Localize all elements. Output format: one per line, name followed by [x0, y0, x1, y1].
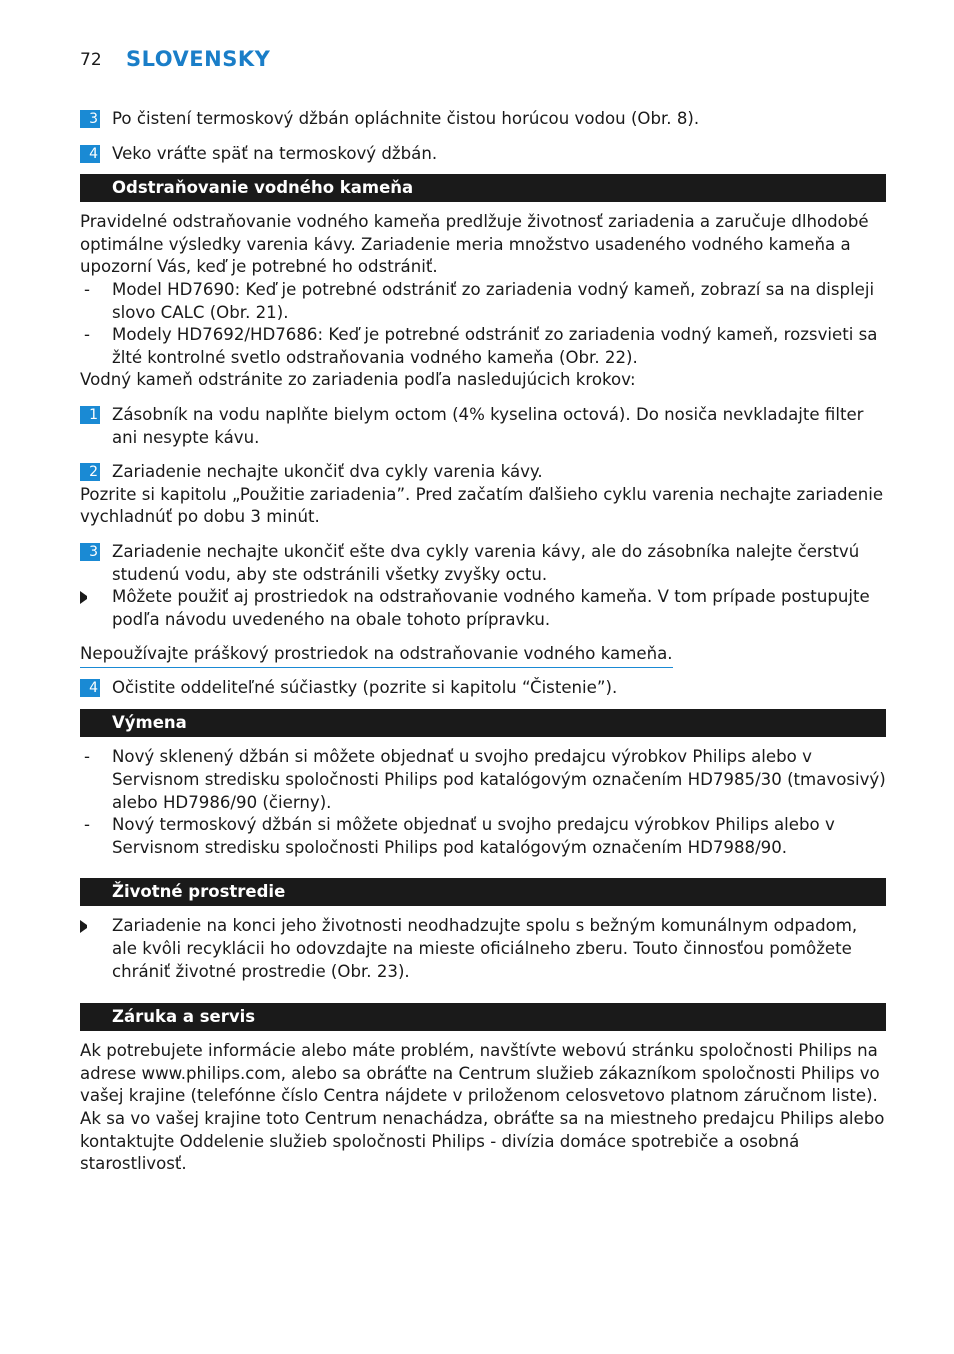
dash: -: [84, 747, 90, 767]
descaling-step-4: [80, 677, 886, 700]
step-number: 4: [80, 145, 100, 163]
replacement-item: [80, 814, 886, 859]
step-text: Po čistení termoskový džbán opláchnite čistou horúcou vodou (Obr. 8).: [112, 109, 700, 128]
model-text: Model HD7690: Keď je potrebné odstrániť zo zariadenia vodný kameň, zobrazí sa na displeji slovo CALC (Obr. 21).: [112, 279, 875, 322]
step-2-note: Pozrite si kapitolu „Použitie zariadenia”. Pred začatím ďalšieho cyklu varenia nechajte zariadenie vychladnúť po dobu 3 minút.: [80, 484, 884, 527]
section-header-descaling: Odstraňovanie vodného kameňa: [80, 174, 886, 202]
warning-row: [80, 643, 886, 668]
section-header-replacement: Výmena: [80, 709, 886, 737]
replacement-text: Nový sklenený džbán si môžete objednať u svojho predajcu výrobkov Philips alebo v Servisnom stredisku spoločnosti Philips pod katalógovým označením HD7985/30 (tmavosivý) alebo HD7986/90 (čierny).: [112, 747, 886, 812]
step-text: Zariadenie nechajte ukončiť dva cykly varenia kávy.: [112, 462, 543, 482]
step-number: 4: [80, 679, 100, 697]
replacement-text: Nový termoskový džbán si môžete objednať u svojho predajcu výrobkov Philips alebo v Servisnom stredisku spoločnosti Philips pod katalógovým označením HD7988/90.: [112, 815, 835, 857]
step-number: 1: [80, 406, 100, 424]
model-item: [80, 324, 886, 369]
step-text: Zariadenie nechajte ukončiť ešte dva cykly varenia kávy, ale do zásobníka nalejte čerstvú studenú vodu, aby ste odstránili všetky zvyšky octu.: [112, 541, 860, 584]
manual-content: [80, 108, 886, 1176]
bullet-icon: [80, 586, 112, 631]
warranty-text: [80, 1040, 886, 1176]
step-text: Zásobník na vodu naplňte bielym octom (4% kyselina octová). Do nosiča nevkladajte filter ani nesypte kávu.: [112, 404, 864, 447]
descaling-step-1: [80, 404, 886, 449]
step-number: 3: [80, 110, 100, 128]
environment-bullet: [80, 915, 886, 983]
page-number: 72: [80, 50, 102, 70]
descaling-step-2: [80, 461, 886, 484]
section-header-environment: Životné prostredie: [80, 878, 886, 906]
section-header-warranty: Záruka a servis: [80, 1003, 886, 1031]
descaling-intro: Pravidelné odstraňovanie vodného kameňa predlžuje životnosť zariadenia a zaručuje dlhodobé optimálne výsledky varenia kávy. Zariadenie meria množstvo usadeného vodného kameňa a upozorní Vás, keď je potrebné ho odstrániť.: [80, 212, 869, 277]
cleaning-step-3: [80, 108, 886, 131]
dash: -: [84, 325, 90, 345]
cleaning-step-4: [80, 143, 886, 166]
warranty-text-start: Ak potrebujete informácie alebo máte problém, navštívte webovú stránku spoločnosti Philips na adrese: [80, 1041, 878, 1083]
step-number: 2: [80, 463, 100, 481]
tip-bullet: [80, 586, 886, 631]
environment-text: Zariadenie na konci jeho životnosti neodhadzujte spolu s bežným komunálnym odpadom, ale kvôli recyklácii ho odovzdajte na mieste oficiálneho zberu. Touto činnosťou pomôžete chrániť životné prostredie (Obr. 23).: [112, 916, 858, 981]
steps-intro: Vodný kameň odstránite zo zariadenia podľa nasledujúcich krokov:: [80, 370, 636, 390]
bullet-icon: [80, 915, 112, 983]
language-title: SLOVENSKY: [126, 47, 271, 71]
dash: -: [84, 815, 90, 835]
philips-website-link[interactable]: www.philips.com: [141, 1063, 281, 1083]
step-text: Veko vráťte späť na termoskový džbán.: [112, 143, 438, 163]
descaling-step-3: [80, 541, 886, 586]
dash: -: [84, 279, 90, 299]
warranty-text-end: , alebo sa obráťte na Centrum služieb zákazníkom spoločnosti Philips vo vašej krajine (telefónne číslo Centra nájdete v priloženom celosvetovo platnom záručnom liste). Ak sa vo vašej krajine toto Centrum nenachádza, obráťte sa na miestneho predajcu Philips alebo kontaktujte Oddelenie služieb spoločnosti Philips - divízia domáce spotrebiče a osobná starostlivosť.: [80, 1063, 885, 1174]
step-number: 3: [80, 543, 100, 561]
warning-text: Nepoužívajte práškový prostriedok na odstraňovanie vodného kameňa.: [80, 643, 673, 668]
model-text: Modely HD7692/HD7686: Keď je potrebné odstrániť zo zariadenia vodný kameň, rozsvieti sa žlté kontrolné svetlo odstraňovania vodného kameňa (Obr. 22).: [112, 325, 878, 367]
step-text: Očistite oddeliteľné súčiastky (pozrite si kapitolu “Čistenie”).: [112, 677, 618, 697]
tip-text: Môžete použiť aj prostriedok na odstraňovanie vodného kameňa. V tom prípade postupujte podľa návodu uvedeného na obale tohoto prípravku.: [112, 587, 870, 629]
model-item: [80, 279, 886, 324]
replacement-item: [80, 746, 886, 814]
